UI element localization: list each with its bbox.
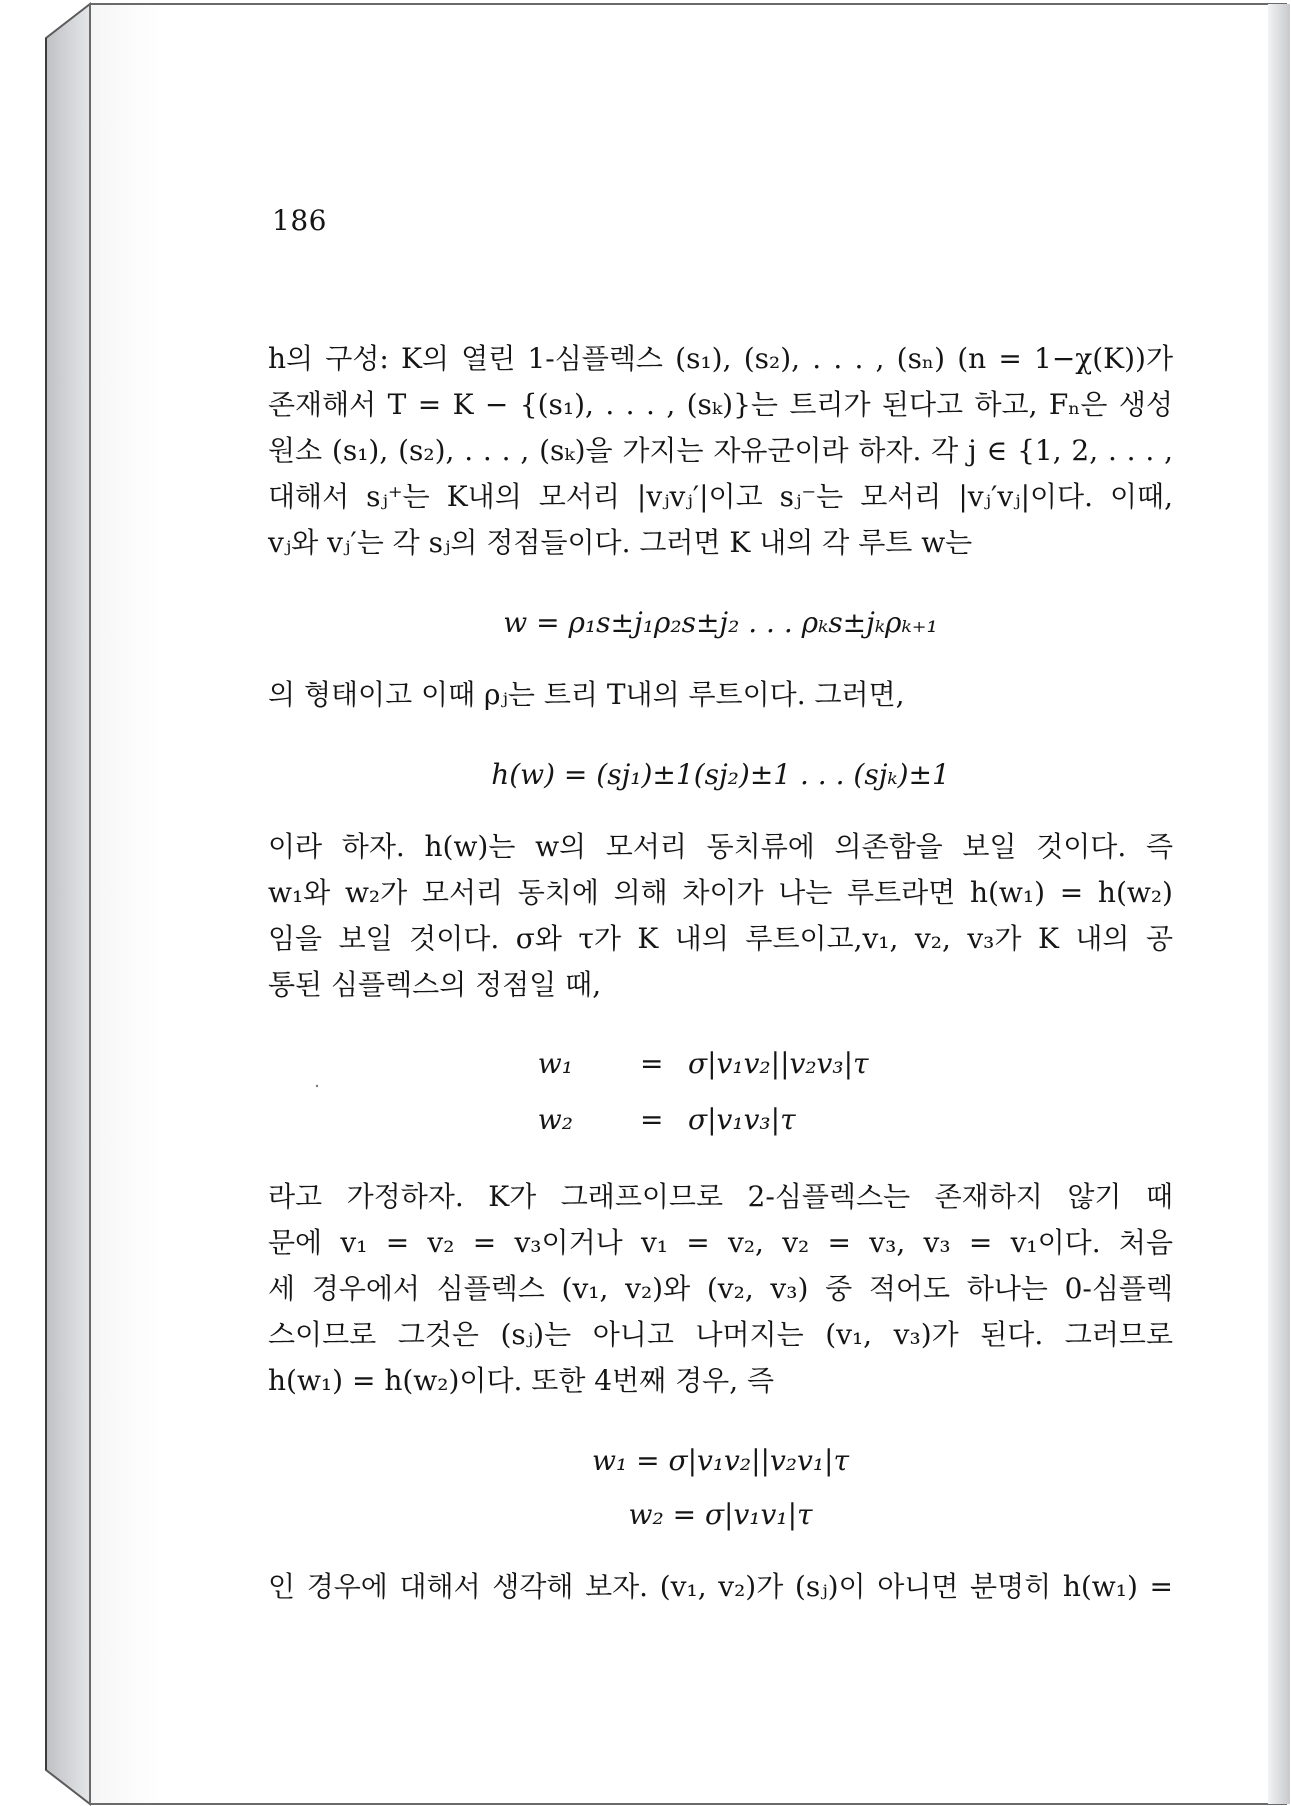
equation-relation: = xyxy=(640,1103,664,1136)
text-line: 인 경우에 대해서 생각해 보자. (v₁, v₂)가 (sⱼ)이 아니면 분명히 h(w₁) = xyxy=(268,1570,1173,1603)
equation-rhs: σ|v₁v₂||v₂v₃|τ xyxy=(688,1047,869,1080)
page-number: 186 xyxy=(272,204,327,237)
equation-lhs: w₁ xyxy=(537,1047,573,1080)
page-body xyxy=(268,336,1173,1610)
equation-route-form: w = ρ₁s±j₁ρ₂s±j₂ . . . ρₖs±jₖρₖ₊₁ xyxy=(503,606,938,639)
equation-row xyxy=(268,1036,1173,1092)
text-line: 스이므로 그것은 (sⱼ)는 아니고 나머지는 (v₁, v₃)가 된다. 그러므로 xyxy=(268,1318,1173,1351)
text-line: vⱼ와 vⱼ′는 각 sⱼ의 정점들이다. 그러면 K 내의 각 루트 w는 xyxy=(268,526,973,559)
text-line: 이라 하자. h(w)는 w의 모서리 동치류에 의존함을 보일 것이다. 즉 xyxy=(268,830,1173,863)
text-line: 의 형태이고 이때 ρⱼ는 트리 T내의 루트이다. 그러면, xyxy=(268,678,905,711)
equation-w2-case4: w₂ = σ|v₁v₁|τ xyxy=(628,1498,813,1531)
paragraph-tree-route xyxy=(268,672,1173,718)
text-line: 임을 보일 것이다. σ와 τ가 K 내의 루트이고,v₁, v₂, v₃가 K 내의 공 xyxy=(268,922,1173,955)
text-line: 통된 심플렉스의 정점일 때, xyxy=(268,968,602,1001)
text-line: 세 경우에서 심플렉스 (v₁, v₂)와 (v₂, v₃) 중 적어도 하나는 0-심플렉 xyxy=(268,1272,1173,1305)
paragraph-construction xyxy=(268,336,1173,566)
text-line: 원소 (s₁), (s₂), . . . , (sₖ)을 가지는 자유군이라 하자. 각 j ∈ {1, 2, . . . , xyxy=(268,434,1173,467)
paragraph-graph-cases xyxy=(268,1174,1173,1404)
text-line: h(w₁) = h(w₂)이다. 또한 4번째 경우, 즉 xyxy=(268,1364,775,1397)
paragraph-fourth-case xyxy=(268,1564,1173,1610)
text-line: 라고 가정하자. K가 그래프이므로 2-심플렉스는 존재하지 않기 때 xyxy=(268,1180,1173,1213)
aligned-equations xyxy=(268,1036,1173,1148)
equation-rhs: σ|v₁v₃|τ xyxy=(688,1103,796,1136)
equation-w1-case4: w₁ = σ|v₁v₂||v₂v₁|τ xyxy=(592,1444,849,1477)
equation-lhs: w₂ xyxy=(537,1103,573,1136)
equation-h-definition: h(w) = (sj₁)±1(sj₂)±1 . . . (sjₖ)±1 xyxy=(491,758,950,791)
text-line: w₁와 w₂가 모서리 동치에 의해 차이가 나는 루트라면 h(w₁) = h(w₂) xyxy=(268,876,1173,909)
paragraph-edge-equivalence xyxy=(268,824,1173,1008)
text-line: 대해서 sⱼ⁺는 K내의 모서리 |vⱼvⱼ′|이고 sⱼ⁻는 모서리 |vⱼ′vⱼ|이다. 이때, xyxy=(268,480,1173,513)
text-line: h의 구성: K의 열린 1-심플렉스 (s₁), (s₂), . . . , (sₙ) (n = 1−χ(K))가 xyxy=(268,342,1173,375)
text-line: 문에 v₁ = v₂ = v₃이거나 v₁ = v₂, v₂ = v₃, v₃ = v₁이다. 처음 xyxy=(268,1226,1173,1259)
equation-relation: = xyxy=(640,1047,664,1080)
equation-row xyxy=(268,1092,1173,1148)
text-line: 존재해서 T = K − {(s₁), . . . , (sₖ)}는 트리가 된다고 하고, Fₙ은 생성 xyxy=(268,388,1173,421)
